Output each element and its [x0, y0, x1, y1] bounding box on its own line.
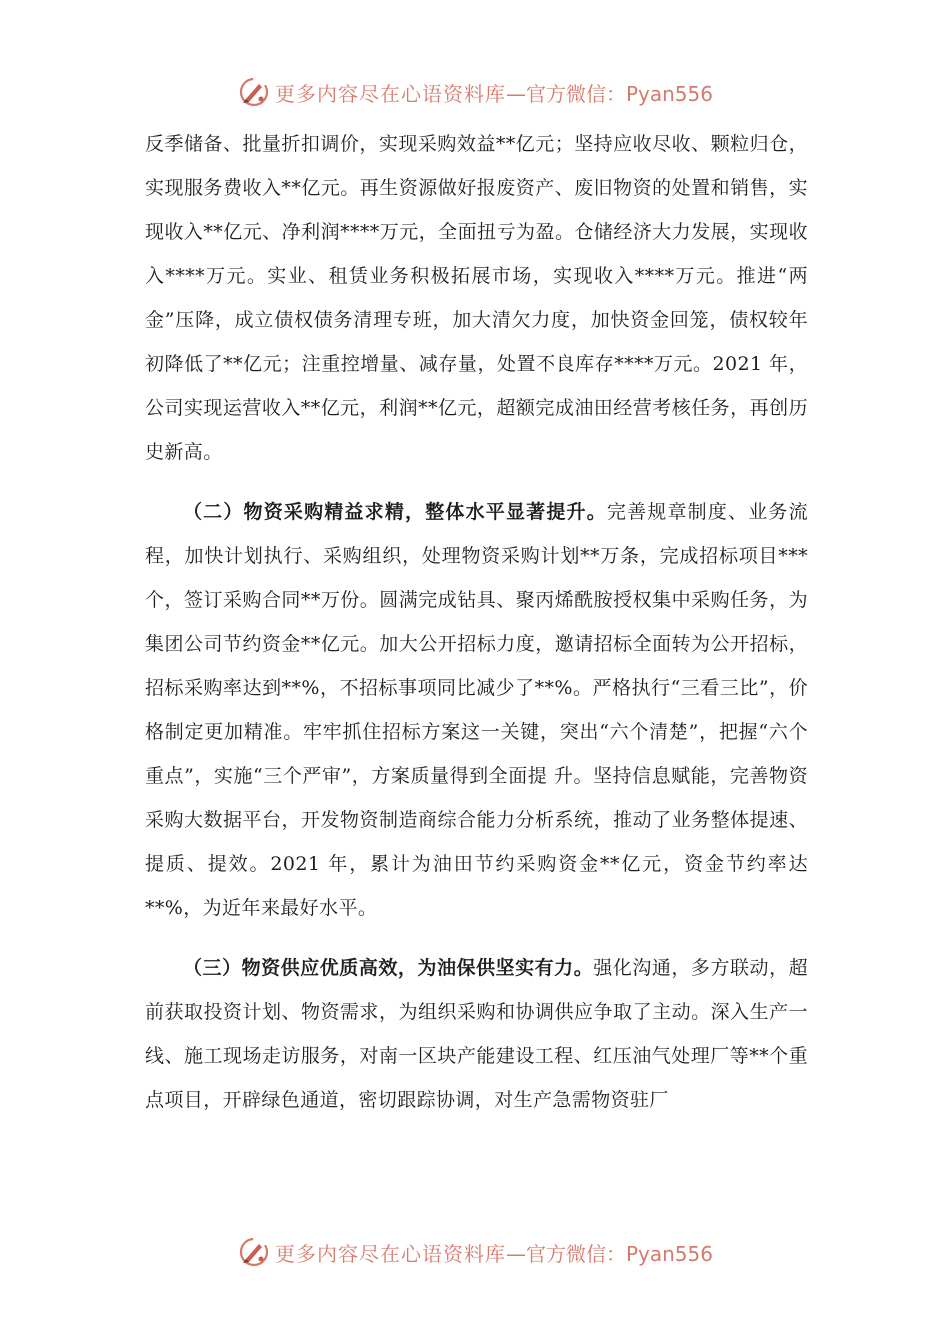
section-heading-2: （二）物资采购精益求精，整体水平显著提升。 — [183, 501, 607, 523]
banner-wechat-id: —官方微信：Pyan556 — [505, 81, 713, 106]
paragraph-1: 反季储备、批量折扣调价，实现采购效益**亿元；坚持应收尽收、颗粒归仓，实现服务费收入**亿元。再生资源做好报废资产、废旧物资的处置和销售，实现收入**亿元、净利润****万元，全面扭亏为盈。仓储经济大力发展，实现收入****万元。实业、租赁业务积极拓展市场，实现收入****万元。推进“两金”压降，成立债权债务清理专班，加大清欠力度，加快资金回笼，债权较年初降低了**亿元；注重控增量、减存量，处置不良库存****万元。2021 年，公司实现运营收入**亿元，利润**亿元，超额完成油田经营考核任务，再创历史新高。 — [145, 133, 808, 463]
section-heading-3: （三）物资供应优质高效，为油保供坚实有力。 — [183, 957, 594, 979]
section-body-3: 强化沟通，多方联动，超前获取投资计划、物资需求，为组织采购和协调供应争取了主动。深入生产一线、施工现场走访服务，对南一区块产能建设工程、红压油气处理厂等**个重点项目，开辟绿色通道，密切跟踪协调，对生产急需物资驻厂 — [145, 957, 809, 1111]
brush-pen-logo-icon — [237, 1235, 271, 1269]
document-body — [145, 122, 808, 1122]
banner-wechat-id: —官方微信：Pyan556 — [505, 1241, 713, 1266]
banner-text: 更多内容尽在心语资料库 — [274, 81, 506, 106]
paragraph-3 — [145, 946, 808, 1122]
banner-text: 更多内容尽在心语资料库 — [274, 1241, 506, 1266]
header-watermark-banner — [0, 72, 950, 112]
brush-pen-logo-icon — [237, 75, 271, 109]
section-body-2: 完善规章制度、业务流程，加快计划执行、采购组织，处理物资采购计划**万条，完成招标项目***个，签订采购合同**万份。圆满完成钻具、聚丙烯酰胺授权集中采购任务，为集团公司节约资金**亿元。加大公开招标力度，邀请招标全面转为公开招标，招标采购率达到**%，不招标事项同比减少了**%。严格执行“三看三比”，价格制定更加精准。牢牢抓住招标方案这一关键，突出“六个清楚”，把握“六个重点”，实施“三个严审”，方案质量得到全面提 升。坚持信息赋能，完善物资采购大数据平台，开发物资制造商综合能力分析系统，推动了业务整体提速、提质、提效。2021 年，累计为油田节约采购资金**亿元，资金节约率达**%，为近年来最好水平。 — [145, 501, 808, 919]
footer-watermark-banner — [0, 1232, 950, 1272]
paragraph-2 — [145, 490, 808, 930]
